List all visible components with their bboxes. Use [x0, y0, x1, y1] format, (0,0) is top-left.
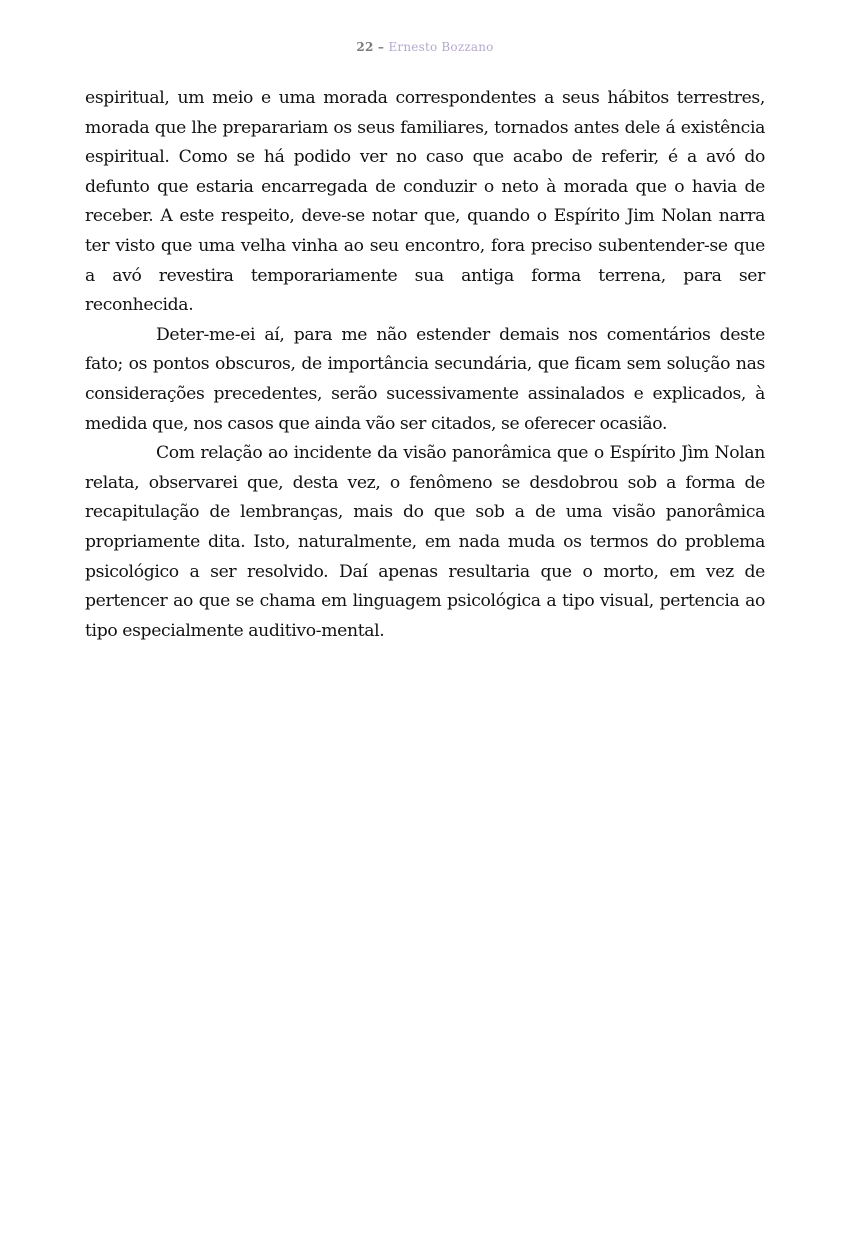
page-number: 22 [356, 40, 374, 54]
paragraph-2: Deter-me-ei aí, para me não estender demais nos comentários deste fato; os pontos obscuros, de importância secundária, que ficam sem solução nas considerações precedentes, serão sucessivamente assinalados e explicados, à medida que, nos casos que ainda vão ser citados, se oferecer ocasião. [85, 324, 765, 434]
running-header [0, 40, 850, 54]
paragraph-3: Com relação ao incidente da visão panorâmica que o Espírito Jìm Nolan relata, observarei que, desta vez, o fenômeno se desdobrou sob a forma de recapitulação de lembranças, mais do que sob a de uma visão panorâmica propriamente dita. Isto, naturalmente, em nada muda os termos do problema psicológico a ser resolvido. Daí apenas resultaria que o morto, em vez de pertencer ao que se chama em linguagem psicológica a tipo visual, pertencia ao tipo especialmente auditivo-mental. [85, 443, 765, 641]
body-text [85, 84, 765, 646]
header-author: Ernesto Bozzano [388, 40, 494, 54]
header-separator: – [373, 40, 389, 54]
paragraph-1: espiritual, um meio e uma morada correspondentes a seus hábitos terrestres, morada que lhe preparariam os seus familiares, tornados antes dele á existência espiritual. Como se há podido ver no caso que acabo de referir, é a avó do defunto que estaria encarregada de conduzir o neto à morada que o havia de receber. A este respeito, deve-se notar que, quando o Espírito Jim Nolan narra ter visto que uma velha vinha ao seu encontro, fora preciso subentender-se que a avó revestira temporariamente sua antiga forma terrena, para ser reconhecida. [85, 88, 765, 316]
